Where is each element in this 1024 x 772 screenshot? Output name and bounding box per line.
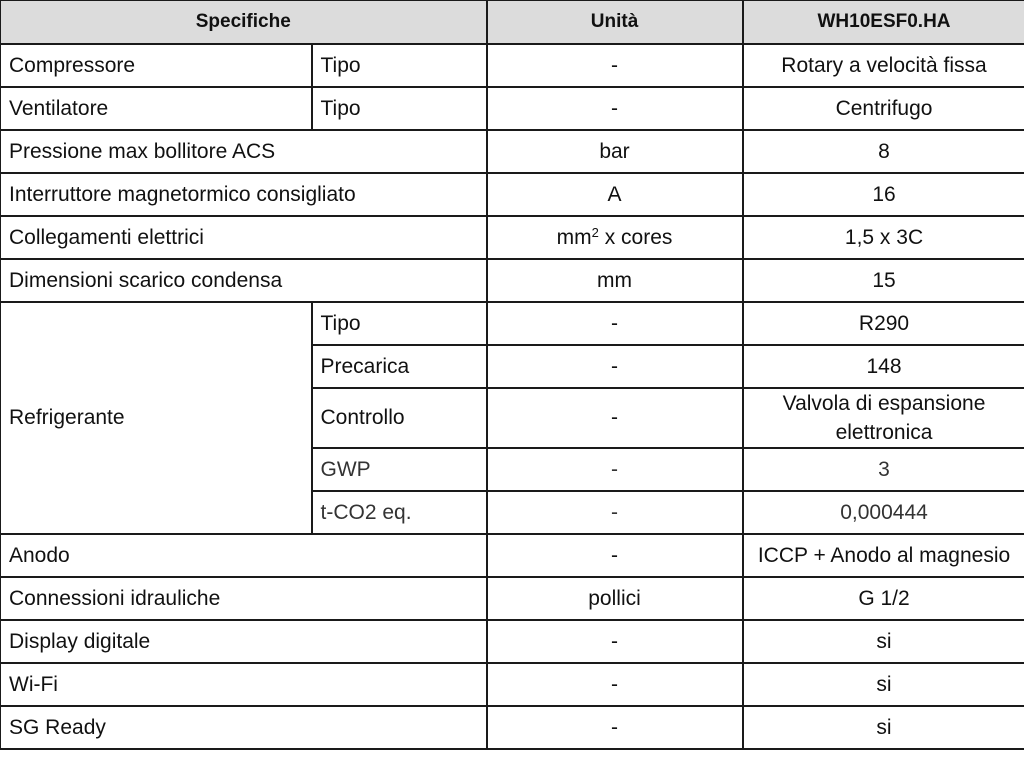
row-unit: - <box>487 663 743 706</box>
row-sub: t-CO2 eq. <box>312 491 487 534</box>
header-row <box>1 1 1024 45</box>
row-refrigerant-type <box>1 302 1024 345</box>
header-model: WH10ESF0.HA <box>743 1 1024 45</box>
row-electrical <box>1 216 1024 259</box>
row-unit: pollici <box>487 577 743 620</box>
row-sgready <box>1 706 1024 749</box>
row-unit: - <box>487 87 743 130</box>
unit-superscript: 2 <box>591 225 599 240</box>
row-display <box>1 620 1024 663</box>
row-unit: - <box>487 706 743 749</box>
row-name: Display digitale <box>1 620 487 663</box>
row-unit: - <box>487 302 743 345</box>
row-value: si <box>743 620 1024 663</box>
header-spec: Specifiche <box>1 1 487 45</box>
row-unit: - <box>487 388 743 448</box>
row-value: Centrifugo <box>743 87 1024 130</box>
row-unit: - <box>487 44 743 87</box>
row-unit: mm <box>487 259 743 302</box>
row-hydraulic <box>1 577 1024 620</box>
row-pressure <box>1 130 1024 173</box>
row-value: 16 <box>743 173 1024 216</box>
value-line-2: elettronica <box>835 421 933 444</box>
row-value: R290 <box>743 302 1024 345</box>
row-breaker <box>1 173 1024 216</box>
header-unit: Unità <box>487 1 743 45</box>
row-value: 1,5 x 3C <box>743 216 1024 259</box>
unit-suffix: x cores <box>598 226 673 249</box>
row-name: Collegamenti elettrici <box>1 216 487 259</box>
row-value: si <box>743 706 1024 749</box>
row-name: Anodo <box>1 534 487 577</box>
row-wifi <box>1 663 1024 706</box>
row-value: ICCP + Anodo al magnesio <box>743 534 1024 577</box>
row-drain <box>1 259 1024 302</box>
row-value: G 1/2 <box>743 577 1024 620</box>
row-unit <box>487 216 743 259</box>
row-name: Connessioni idrauliche <box>1 577 487 620</box>
row-sub: GWP <box>312 448 487 491</box>
row-name: SG Ready <box>1 706 487 749</box>
row-value: 15 <box>743 259 1024 302</box>
row-sub: Tipo <box>312 87 487 130</box>
row-value: 0,000444 <box>743 491 1024 534</box>
row-value: si <box>743 663 1024 706</box>
row-value: 148 <box>743 345 1024 388</box>
row-unit: - <box>487 620 743 663</box>
row-compressor <box>1 44 1024 87</box>
row-sub: Precarica <box>312 345 487 388</box>
row-name: Ventilatore <box>1 87 312 130</box>
row-name: Pressione max bollitore ACS <box>1 130 487 173</box>
unit-prefix: mm <box>556 226 592 249</box>
row-value: Rotary a velocità fissa <box>743 44 1024 87</box>
row-value: 8 <box>743 130 1024 173</box>
row-unit: - <box>487 345 743 388</box>
row-name: Compressore <box>1 44 312 87</box>
row-name: Wi-Fi <box>1 663 487 706</box>
row-unit: - <box>487 534 743 577</box>
row-sub: Controllo <box>312 388 487 448</box>
row-name: Interruttore magnetormico consigliato <box>1 173 487 216</box>
row-unit: A <box>487 173 743 216</box>
row-unit: bar <box>487 130 743 173</box>
row-unit: - <box>487 491 743 534</box>
row-anode <box>1 534 1024 577</box>
row-sub: Tipo <box>312 302 487 345</box>
row-unit: - <box>487 448 743 491</box>
row-name-refrigerant: Refrigerante <box>1 302 312 534</box>
row-value <box>743 388 1024 448</box>
value-line-1: Valvola di espansione <box>782 392 986 415</box>
row-name: Dimensioni scarico condensa <box>1 259 487 302</box>
row-value: 3 <box>743 448 1024 491</box>
row-fan <box>1 87 1024 130</box>
row-sub: Tipo <box>312 44 487 87</box>
